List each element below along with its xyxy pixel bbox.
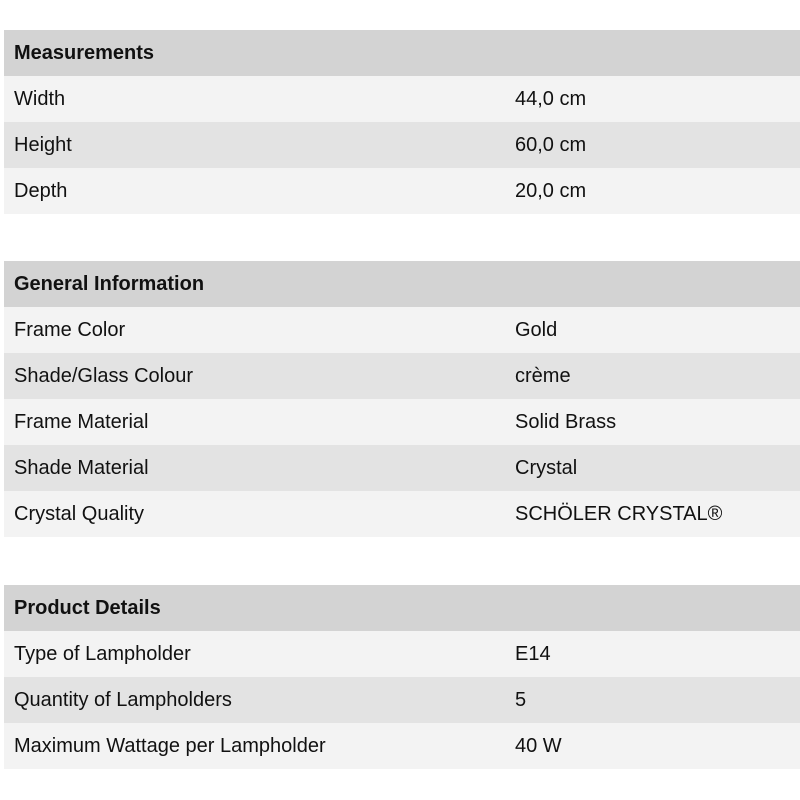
section-title: Product Details xyxy=(4,585,800,631)
row-label: Type of Lampholder xyxy=(14,642,191,665)
table-row xyxy=(4,168,800,214)
product-details-table xyxy=(4,585,800,769)
table-row xyxy=(4,76,800,122)
measurements-table xyxy=(4,30,800,214)
row-label: Width xyxy=(14,87,66,110)
row-value: Solid Brass xyxy=(515,410,617,433)
table-row xyxy=(4,399,800,445)
row-value: E14 xyxy=(515,642,551,665)
table-row xyxy=(4,631,800,677)
table-row xyxy=(4,122,800,168)
row-label: Shade/Glass Colour xyxy=(14,364,193,387)
row-value: SCHÖLER CRYSTAL® xyxy=(515,502,723,525)
row-value: 40 W xyxy=(515,734,562,757)
table-row xyxy=(4,723,800,769)
table-row xyxy=(4,491,800,537)
row-label: Maximum Wattage per Lampholder xyxy=(14,734,326,757)
table-row xyxy=(4,353,800,399)
row-value: Gold xyxy=(515,318,558,341)
table-row xyxy=(4,307,800,353)
section-title: Measurements xyxy=(4,30,800,76)
row-label: Height xyxy=(14,133,72,156)
table-row xyxy=(4,445,800,491)
row-label: Frame Color xyxy=(14,318,126,341)
section-title: General Information xyxy=(4,261,800,307)
row-value: crème xyxy=(515,364,571,387)
row-value: 20,0 cm xyxy=(515,179,587,202)
row-label: Quantity of Lampholders xyxy=(14,688,232,711)
row-value: 5 xyxy=(515,688,527,711)
row-value: 44,0 cm xyxy=(515,87,587,110)
row-label: Depth xyxy=(14,179,68,202)
row-label: Shade Material xyxy=(14,456,149,479)
row-value: 60,0 cm xyxy=(515,133,587,156)
row-value: Crystal xyxy=(515,456,578,479)
table-row xyxy=(4,677,800,723)
general-information-table xyxy=(4,261,800,537)
row-label: Crystal Quality xyxy=(14,502,145,525)
row-label: Frame Material xyxy=(14,410,149,433)
